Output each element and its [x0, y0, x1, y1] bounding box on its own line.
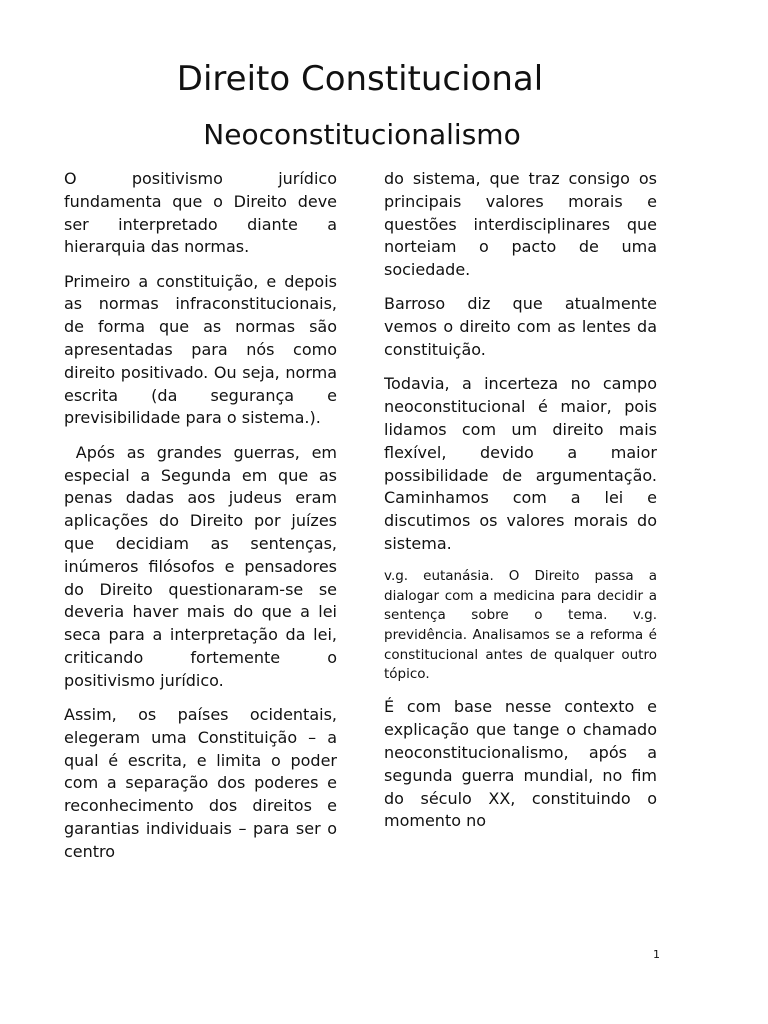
paragraph: Todavia, a incerteza no campo neoconstitucional é maior, pois lidamos com um direito mais flexível, devido a maior possibilidade de argumentação. Caminhamos com a lei e discutimos os valores morais do sistema. — [384, 374, 657, 553]
side-note: v.g. eutanásia. O Direito passa a dialogar com a medicina para decidir a sentença sobre o tema. v.g. previdência. Analisamos se a reforma é constitucional antes de qualquer outro tópico. — [384, 568, 657, 683]
right-column — [384, 168, 657, 933]
paragraph: Barroso diz que atualmente vemos o direito com as lentes da constituição. — [384, 294, 657, 360]
document-subtitle: Neoconstitucionalismo — [203, 118, 521, 151]
paragraph: O positivismo jurídico fundamenta que o Direito deve ser interpretado diante a hierarquia das normas. — [64, 169, 337, 257]
paragraph: É com base nesse contexto e explicação que tange o chamado neoconstitucionalismo, após a segunda guerra mundial, no fim do século XX, constituindo o momento no — [384, 697, 657, 831]
paragraph: Primeiro a constituição, e depois as normas infraconstitucionais, de forma que as normas são apresentadas para nós como direito positivado. Ou seja, norma escrita (da segurança e previsibilidade para o sistema.). — [64, 271, 337, 428]
paragraph: Assim, os países ocidentais, elegeram uma Constituição – a qual é escrita, e limita o poder com a separação dos poderes e reconhecimento dos direitos e garantias individuais – para ser o centro — [64, 705, 337, 861]
document-title: Direito Constitucional — [176, 59, 544, 99]
paragraph: Após as grandes guerras, em especial a Segunda em que as penas dadas aos judeus eram aplicações do Direito por juízes que decidiam as sentenças, inúmeros filósofos e pensadores do Direito questionaram-se se deveria haver mais do que a lei seca para a interpretação da lei, criticando fortemente o positivismo jurídico. — [64, 442, 337, 690]
left-column — [64, 168, 337, 875]
page-number: 1 — [653, 948, 660, 961]
paragraph: do sistema, que traz consigo os principais valores morais e questões interdisciplinares que norteiam o pacto de uma sociedade. — [384, 169, 657, 280]
